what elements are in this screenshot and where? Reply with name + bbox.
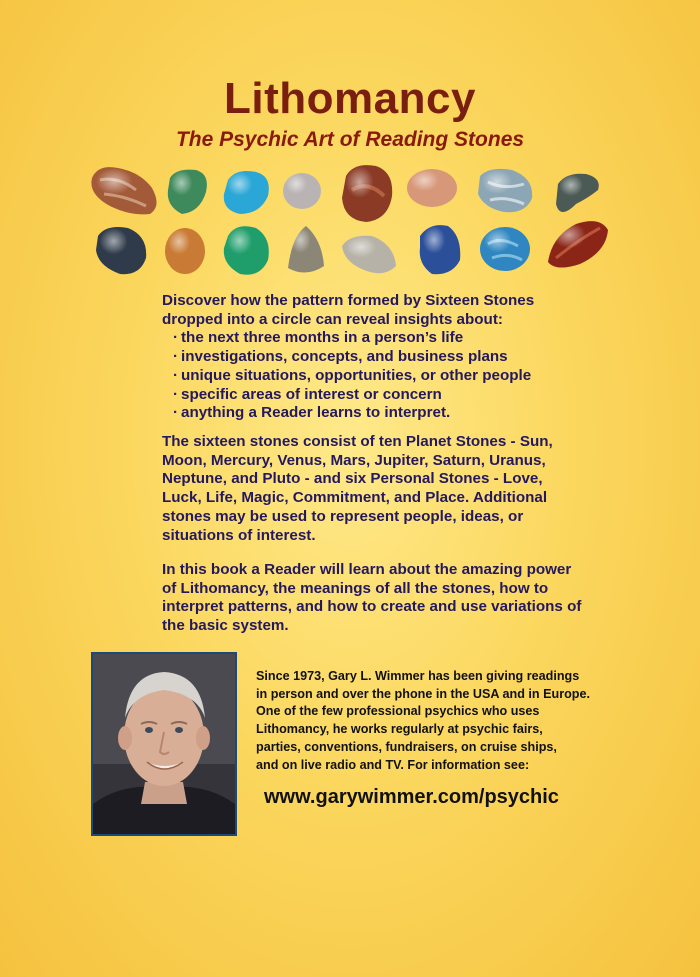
intro-section <box>162 292 582 423</box>
stones-paragraph: The sixteen stones consist of ten Planet Stones - Sun, Moon, Mercury, Venus, Mars, Jupiter, Saturn, Uranus, Neptune, and Pluto - and six Personal Stones - Love, Luck, Life, Magic, Commitment, and Place. Additional stones may be used to represent people, ideas, or situations of interest. <box>162 433 553 544</box>
stone-icon <box>342 165 392 222</box>
stone-icon <box>91 167 156 214</box>
stone-icon <box>168 170 207 214</box>
stone-icon <box>96 227 146 274</box>
list-item: · investigations, concepts, and business plans <box>173 348 508 366</box>
insights-list <box>162 329 582 423</box>
book-subtitle: The Psychic Art of Reading Stones <box>175 128 525 151</box>
bio-line: in person and over the phone in the USA and in Europe. <box>256 686 590 701</box>
author-bio <box>256 668 616 774</box>
bio-line: Since 1973, Gary L. Wimmer has been giving readings <box>256 669 580 683</box>
book-paragraph: In this book a Reader will learn about the amazing power of Lithomancy, the meanings of all the stones, how to interpret patterns, and how to create and use variations of the basic system. <box>162 561 582 635</box>
stone-icon <box>556 174 599 212</box>
list-item: · the next three months in a person’s life <box>173 329 464 347</box>
author-website-link[interactable]: www.garywimmer.com/psychic <box>264 786 559 808</box>
stone-icon <box>224 226 269 275</box>
stone-icon <box>478 169 532 212</box>
list-item: · specific areas of interest or concern <box>173 385 442 403</box>
bio-line: Lithomancy, he works regularly at psychic fairs, <box>256 722 543 737</box>
stones-illustration <box>0 0 700 290</box>
stone-icon <box>548 221 608 267</box>
stone-icon <box>342 236 396 273</box>
bio-line: parties, conventions, fundraisers, on cruise ships, <box>256 739 557 754</box>
stone-icon <box>420 225 461 274</box>
list-item: · unique situations, opportunities, or other people <box>173 366 532 384</box>
stone-icon <box>288 226 324 273</box>
author-photo <box>91 652 237 836</box>
list-item: · anything a Reader learns to interpret. <box>173 404 451 422</box>
stone-icon <box>224 171 269 214</box>
stone-icon <box>480 227 530 271</box>
bio-line: and on live radio and TV. For information see: <box>256 757 530 772</box>
intro-lead: Discover how the pattern formed by Sixteen Stones dropped into a circle can reveal insights about: <box>162 292 535 328</box>
book-title: Lithomancy <box>224 74 476 123</box>
bio-line: One of the few professional psychics who uses <box>256 704 540 719</box>
